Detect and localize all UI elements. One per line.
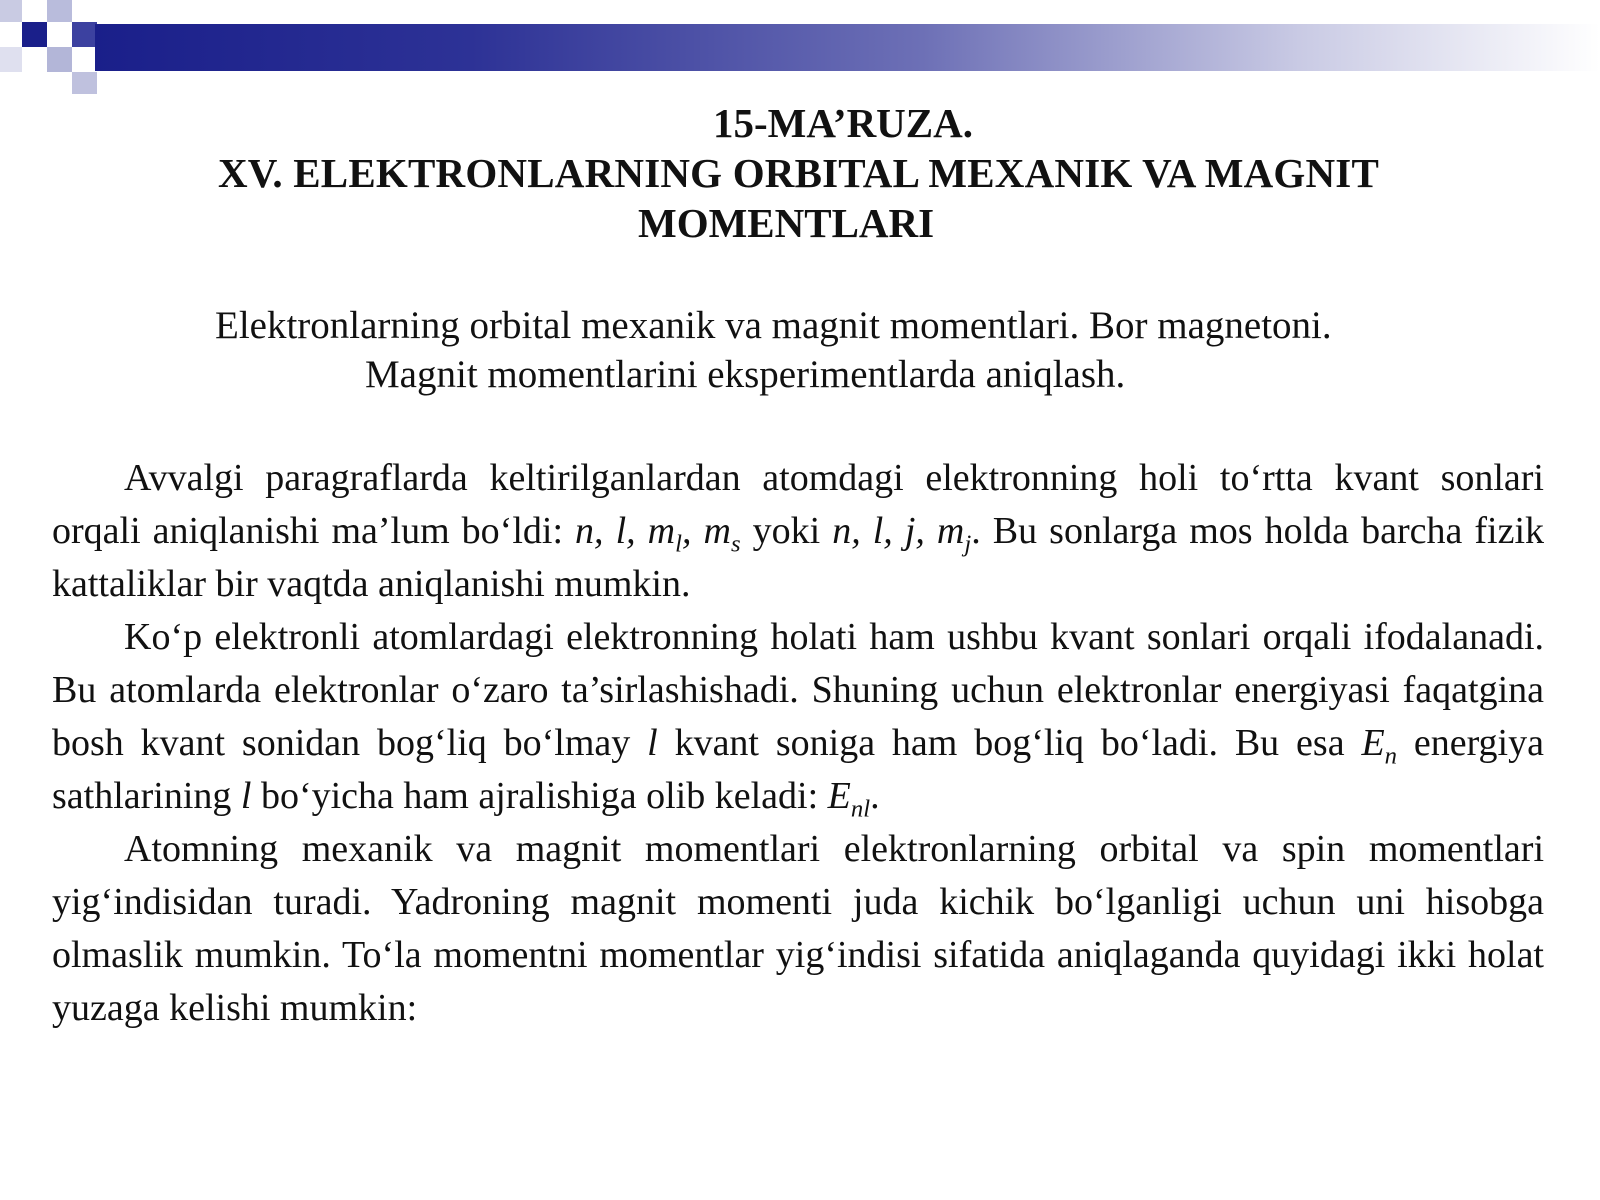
paragraph-3: Atomning mexanik va magnit momentlari elektronlarning orbital va spin momentlari yig‘indisidan turadi. Yadroning magnit momenti juda kichik bo‘lganligi uchun uni hisobga olmaslik mumkin. To‘la momentni momentlar yig‘indisi sifatida aniqlaganda quyidagi ikki holat yuzaga kelishi mumkin: [52,828,1544,1029]
topic-line-2: Magnit momentlarini eksperimentlarda aniqlash. [365,353,1126,396]
paragraph-text: . Bu sonlarga mos holda barcha fizik kattaliklar bir vaqtda aniqlanishi mumkin. [52,510,1545,605]
quantum-numbers: n, l, $m_l$, $m_s$ [575,510,741,558]
decor-square [47,0,72,22]
topic-line-1: Elektronlarning orbital mexanik va magnit momentlari. Bor magnetoni. [215,304,1332,347]
chapter-title: XV. ELEKTRONLARNING ORBITAL MEXANIK VA MAGNIT [218,150,1380,196]
lecture-body [52,452,1544,1035]
decor-square [72,22,97,47]
decor-square [0,0,22,22]
decor-square [22,22,47,47]
variable: l [240,775,252,817]
decor-square [0,47,22,72]
paragraph-1 [52,452,1544,611]
paragraph-text: Ko‘p elektronli atomlardagi elektronning holati ham ushbu kvant sonlari orqali ifodalanadi. Bu atomlarda elektronlar o‘zaro ta’sirlashishadi. Shuning uchun elektronlar energiyasi faqatgina bosh kvant sonidan bog‘liq bo‘lmay [52,616,1544,764]
variable: $E_{nl}$ [827,775,871,823]
decor-square [47,47,72,72]
paragraph-text: energiya sathlarining [52,722,1544,817]
quantum-numbers: n, l, j, $m_j$ [832,510,972,558]
paragraph-text: yoki [740,510,833,552]
variable: $E_n$ [1361,722,1397,770]
paragraph-text: Avvalgi paragraflarda keltirilganlardan atomdagi elektronning holi to‘rtta kvant sonlari orqali aniqlanishi ma’lum bo‘ldi: [52,457,1544,552]
paragraph-text: bo‘yicha ham ajralishiga olib keladi: [251,775,828,817]
decor-square [72,72,97,94]
chapter-title-continued: MOMENTLARI [638,200,935,246]
paragraph-2 [52,611,1544,823]
gradient-band [95,24,1600,71]
lecture-number: 15-MA’RUZA. [713,100,973,146]
paragraph-text: . [870,775,880,817]
paragraph-text: kvant soniga ham bog‘liq bo‘ladi. Bu esa [657,722,1362,764]
variable: l [647,722,658,764]
